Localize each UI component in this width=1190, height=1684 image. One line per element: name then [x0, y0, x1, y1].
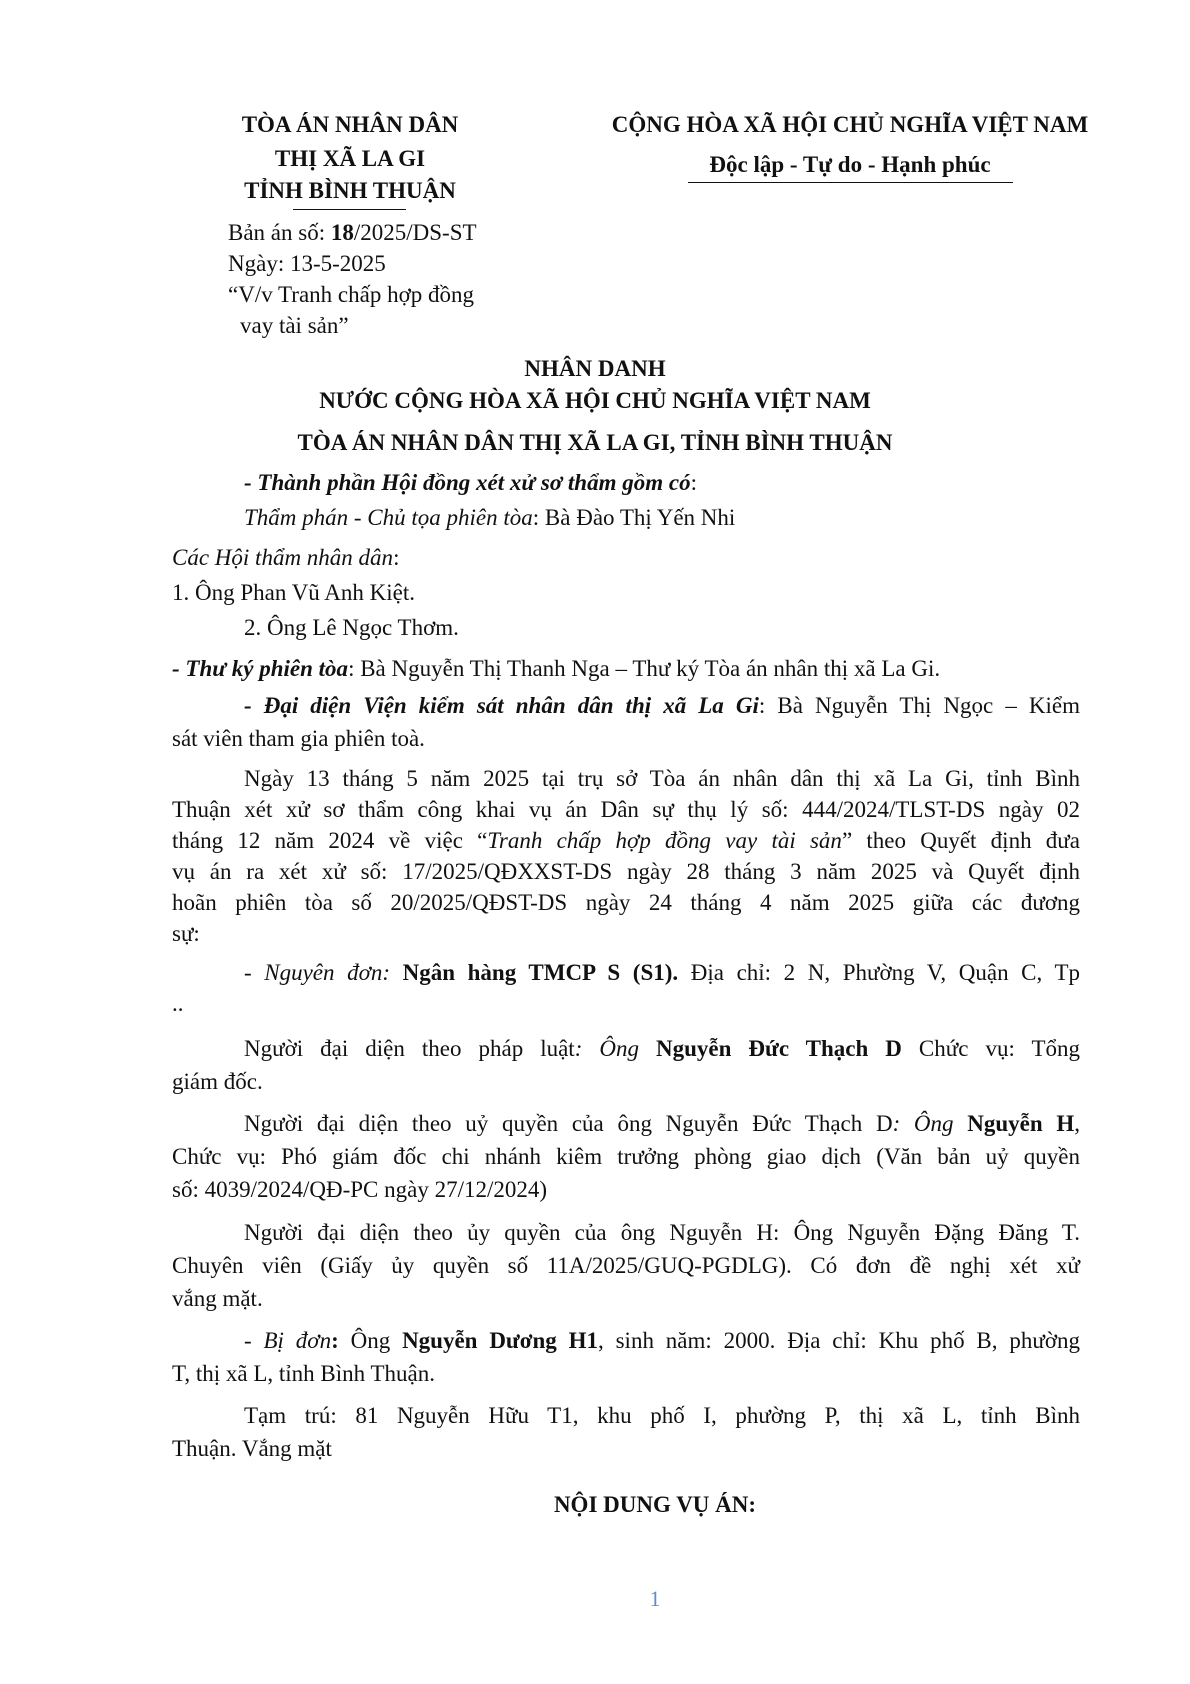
- panel-heading: - Thành phần Hội đồng xét xử sơ thẩm gồm có:: [244, 470, 697, 495]
- defendant-line1: - Bị đơn: Ông Nguyễn Dương H1, sinh năm: 2000. Địa chỉ: Khu phố B, phường: [244, 1328, 1080, 1353]
- assessor-2: 2. Ông Lê Ngọc Thơm.: [244, 615, 459, 640]
- authorized-rep1-line1: Người đại diện theo uỷ quyền của ông Nguyễn Đức Thạch D: Ông Nguyễn H,: [244, 1111, 1080, 1136]
- presiding-judge: Thẩm phán - Chủ tọa phiên tòa: Bà Đào Thị Yến Nhi: [244, 505, 736, 530]
- case-content-heading: NỘI DUNG VỤ ÁN:: [553, 1492, 757, 1517]
- plaintiff-line2: ..: [172, 991, 184, 1016]
- nation-name: CỘNG HÒA XÃ HỘI CHỦ NGHĨA VIỆT NAM: [611, 112, 1089, 137]
- procuracy-line2: sát viên tham gia phiên toà.: [172, 726, 425, 751]
- legal-representative-line2: giám đốc.: [172, 1069, 263, 1094]
- hearing-paragraph-line4: vụ án ra xét xử số: 17/2025/QĐXXST-DS ngày 28 tháng 3 năm 2025 và Quyết định: [172, 859, 1080, 884]
- court-name-line2: THỊ XÃ LA GI: [274, 146, 426, 171]
- hearing-paragraph-line3: tháng 12 năm 2024 về việc “Tranh chấp hợp đồng vay tài sản” theo Quyết định đưa: [172, 828, 1080, 853]
- court-name-line3: TỈNH BÌNH THUẬN: [244, 178, 456, 203]
- nation-motto: Độc lập - Tự do - Hạnh phúc: [709, 152, 991, 177]
- title-republic: NƯỚC CỘNG HÒA XÃ HỘI CHỦ NGHĨA VIỆT NAM: [319, 388, 871, 413]
- judgment-number: Bản án số: 18/2025/DS-ST: [228, 220, 477, 245]
- title-court: TÒA ÁN NHÂN DÂN THỊ XÃ LA GI, TỈNH BÌNH THUẬN: [297, 430, 893, 455]
- authorized-rep2-line3: vắng mặt.: [172, 1286, 263, 1311]
- hearing-paragraph-line6: sự:: [172, 921, 200, 946]
- plaintiff-line1: - Nguyên đơn: Ngân hàng TMCP S (S1). Địa chỉ: 2 N, Phường V, Quận C, Tp: [244, 960, 1080, 985]
- court-name-line1: TÒA ÁN NHÂN DÂN: [241, 112, 459, 137]
- judgment-subject-line1: “V/v Tranh chấp hợp đồng: [228, 282, 474, 307]
- defendant-line2: T, thị xã L, tỉnh Bình Thuận.: [172, 1361, 435, 1386]
- legal-representative-line1: Người đại diện theo pháp luật: Ông Nguyễn Đức Thạch D Chức vụ: Tổng: [244, 1036, 1081, 1061]
- page-number: 1: [649, 1586, 661, 1611]
- temporary-residence-line2: Thuận. Vắng mặt: [172, 1436, 332, 1461]
- hearing-paragraph-line1: Ngày 13 tháng 5 năm 2025 tại trụ sở Tòa án nhân dân thị xã La Gi, tỉnh Bình: [244, 766, 1080, 791]
- authorized-rep1-line3: số: 4039/2024/QĐ-PC ngày 27/12/2024): [172, 1177, 548, 1202]
- judgment-subject-line2: vay tài sản”: [240, 313, 349, 338]
- assessor-1: 1. Ông Phan Vũ Anh Kiệt.: [172, 580, 415, 605]
- hearing-paragraph-line2: Thuận xét xử sơ thẩm công khai vụ án Dân sự thụ lý số: 444/2024/TLST-DS ngày 02: [172, 797, 1080, 822]
- procuracy-line1: - Đại diện Viện kiểm sát nhân dân thị xã La Gi: Bà Nguyễn Thị Ngọc – Kiểm: [244, 693, 1080, 718]
- judgment-date: Ngày: 13-5-2025: [228, 251, 386, 276]
- court-underline: [293, 209, 406, 210]
- temporary-residence-line1: Tạm trú: 81 Nguyễn Hữu T1, khu phố I, phường P, thị xã L, tỉnh Bình: [244, 1403, 1080, 1428]
- court-clerk: - Thư ký phiên tòa: Bà Nguyễn Thị Thanh Nga – Thư ký Tòa án nhân thị xã La Gi.: [172, 656, 941, 681]
- authorized-rep2-line2: Chuyên viên (Giấy ủy quyền số 11A/2025/GUQ-PGDLG). Có đơn đề nghị xét xử: [172, 1253, 1080, 1278]
- authorized-rep1-line2: Chức vụ: Phó giám đốc chi nhánh kiêm trưởng phòng giao dịch (Văn bản uỷ quyền: [172, 1144, 1080, 1169]
- authorized-rep2-line1: Người đại diện theo ủy quyền của ông Nguyễn H: Ông Nguyễn Đặng Đăng T.: [244, 1220, 1080, 1245]
- title-in-the-name: NHÂN DANH: [524, 356, 666, 381]
- hearing-paragraph-line5: hoãn phiên tòa số 20/2025/QĐST-DS ngày 24 tháng 4 năm 2025 giữa các đương: [172, 890, 1080, 915]
- assessors-heading: Các Hội thẩm nhân dân:: [172, 545, 400, 570]
- motto-underline: [688, 182, 1013, 183]
